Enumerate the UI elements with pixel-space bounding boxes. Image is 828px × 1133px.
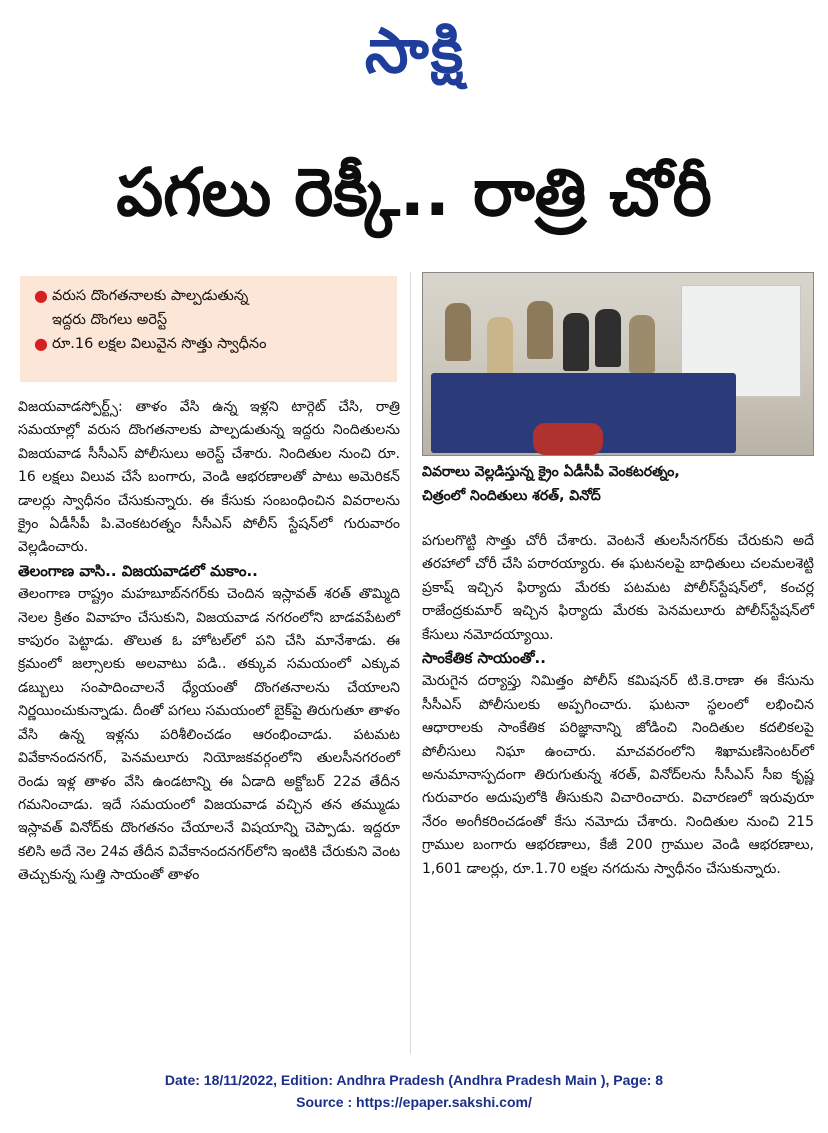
bullet-icon: ● (34, 286, 48, 305)
article-headline: పగలు రెక్కీ.. రాత్రి చోరీ (116, 153, 712, 231)
caption-line: చిత్రంలో నిందితులు శరత్, వినోద్ (422, 488, 601, 504)
article-paragraph: తెలంగాణ రాష్ట్రం మహబూబ్‌నగర్‌కు చెందిన ఇస్లావత్ శరత్ తొమ్మిది నెలల క్రితం వివాహం చేసుకుని, విజయవాడ నగరంలోని బాడవపేటలో కాపురం పెట్టాడు. తొలుత ఓ హోటల్‌లో పని చేసి మానేశాడు. ఈ క్రమంలో జల్సాలకు అలవాటు పడి.. తక్కువ సమయంలో ఎక్కువ డబ్బులు సంపాదించాలనే ధ్యేయంతో దొంగతనాలను చేయాలని నిర్ణయించుకున్నాడు. దీంతో పగలు సమయంలో బైక్‌పై తిరుగుతూ తాళం వేసి ఉన్న ఇళ్లను పరిశీలించడం ఆరంభించాడు. పటమట వివేకానందనగర్, పెనమలూరు నియోజకవర్గంలోని తులసీనగరంలో రెండు ఇళ్ల తాళం వేసి ఉండటాన్ని ఈ ఏడాది అక్టోబర్ 22వ తేదీన గమనించాడు. ఇదే సమయంలో విజయవాడ వచ్చిన తన తమ్ముడు ఇస్లావత్ వినోద్‌కు దొంగతనం చేయాలనే విషయాన్ని చెప్పాడు. ఇద్దరూ కలిసి అదే నెల 24వ తేదీన వివేకానందనగర్‌లోని ఇంటికి చేరుకుని వెంట తెచ్చుకున్న సుత్తి సాయంతో తాళం (18, 586, 400, 884)
edition-info: Date: 18/11/2022, Edition: Andhra Pradesh (Andhra Pradesh Main ), Page: 8 (164, 1072, 664, 1088)
caption-line: వివరాలు వెల్లడిస్తున్న క్రైం ఏడీసీపీ వెంకటరత్నం, (422, 464, 680, 480)
highlights-box (20, 276, 397, 382)
highlight-item (34, 332, 389, 356)
person-figure (595, 309, 621, 367)
right-column (422, 530, 814, 881)
source-link[interactable]: Source : https://epaper.sakshi.com/ (296, 1094, 532, 1110)
red-bag (533, 423, 603, 455)
person-figure (629, 315, 655, 373)
newspaper-logo (300, 14, 530, 98)
person-figure (445, 303, 471, 361)
logo-text: సాక్షి (364, 14, 466, 87)
bullet-icon: ● (34, 334, 48, 353)
person-figure (487, 317, 513, 375)
person-figure (527, 301, 553, 359)
highlight-text-continued: ఇద్దరు దొంగలు అరెస్ట్ (52, 312, 168, 328)
person-figure (563, 313, 589, 371)
article-paragraph: మెరుగైన దర్యాప్తు నిమిత్తం పోలీస్ కమిషనర్ టి.కె.రాణా ఈ కేసును సీసీఎస్ పోలీసులకు అప్పగించారు. ఘటనా స్థలంలో లభించిన ఆధారాలకు సాంకేతిక పరిజ్ఞానాన్ని జోడించి నిందితుల కదలికలపై పోలీసులు నిఘా ఉంచారు. మాచవరంలోని శిఖామణిసెంటర్‌లో అనుమానాస్పదంగా తిరుగుతున్న శరత్, వినోద్‌లను సీసీఎస్ సీఐ కృష్ణ గురువారం అదుపులోకి తీసుకుని విచారించారు. విచారణలో ఇరువురూ నేరం అంగీకరించడంతో కేసు నమోదు చేశారు. నిందితుల నుంచి 215 గ్రాముల బంగారు ఆభరణాలు, కేజీ 200 గ్రాముల వెండి ఆభరణాలు, 1,601 డాలర్లు, రూ.1.70 లక్షల నగదును స్వాధీనం చేసుకున్నారు. (422, 673, 814, 877)
highlight-text: వరుస దొంగతనాలకు పాల్పడుతున్న (52, 288, 249, 304)
section-subheading: సాంకేతిక సాయంతో.. (422, 649, 546, 668)
article-paragraph: పగులగొట్టి సొత్తు చోరీ చేశారు. వెంటనే తులసీనగర్‌కు చేరుకుని అదే తరహాలో చోరీ చేసి పరారయ్యారు. ఈ ఘటనలపై బాధితులు చలమలశెట్టి ప్రకాష్ ఇచ్చిన ఫిర్యాదు మేరకు పటమట పోలీస్‌స్టేషన్‌లో, కంచర్ల రాజేంద్రకుమార్ ఇచ్చిన ఫిర్యాదు మేరకు పెనమలూరు పోలీస్‌స్టేషన్‌లో కేసులు నమోదయ్యాయి. (422, 533, 814, 643)
left-column (18, 396, 400, 888)
column-divider (410, 272, 411, 1054)
highlight-text: రూ.16 లక్షల విలువైన సొత్తు స్వాధీనం (52, 336, 267, 352)
news-photo (422, 272, 814, 456)
photo-caption (422, 460, 814, 508)
highlight-item (34, 284, 389, 308)
section-subheading: తెలంగాణ వాసి.. విజయవాడలో మకాం.. (18, 561, 258, 580)
article-paragraph: విజయవాడస్పోర్ట్స్: తాళం వేసి ఉన్న ఇళ్లని టార్గెట్ చేసి, రాత్రి సమయాల్లో వరుస దొంగతనాలకు పాల్పడుతున్న ఇద్దరు నిందితులను విజయవాడ సీసీఎస్ పోలీసులు అరెస్ట్ చేశారు. నిందితుల నుంచి రూ. 16 లక్షలు విలువ చేసే బంగారు, వెండి ఆభరణాలతో పాటు అమెరికన్ డాలర్లు స్వాధీనం చేసుకున్నారు. ఈ కేసుకు సంబంధించిన వివరాలను క్రైం ఏడీసీపీ పి.వెంకటరత్నం సీసీఎస్ పోలీస్ స్టేషన్‌లో గురువారం వెల్లడించారు. (18, 399, 400, 556)
